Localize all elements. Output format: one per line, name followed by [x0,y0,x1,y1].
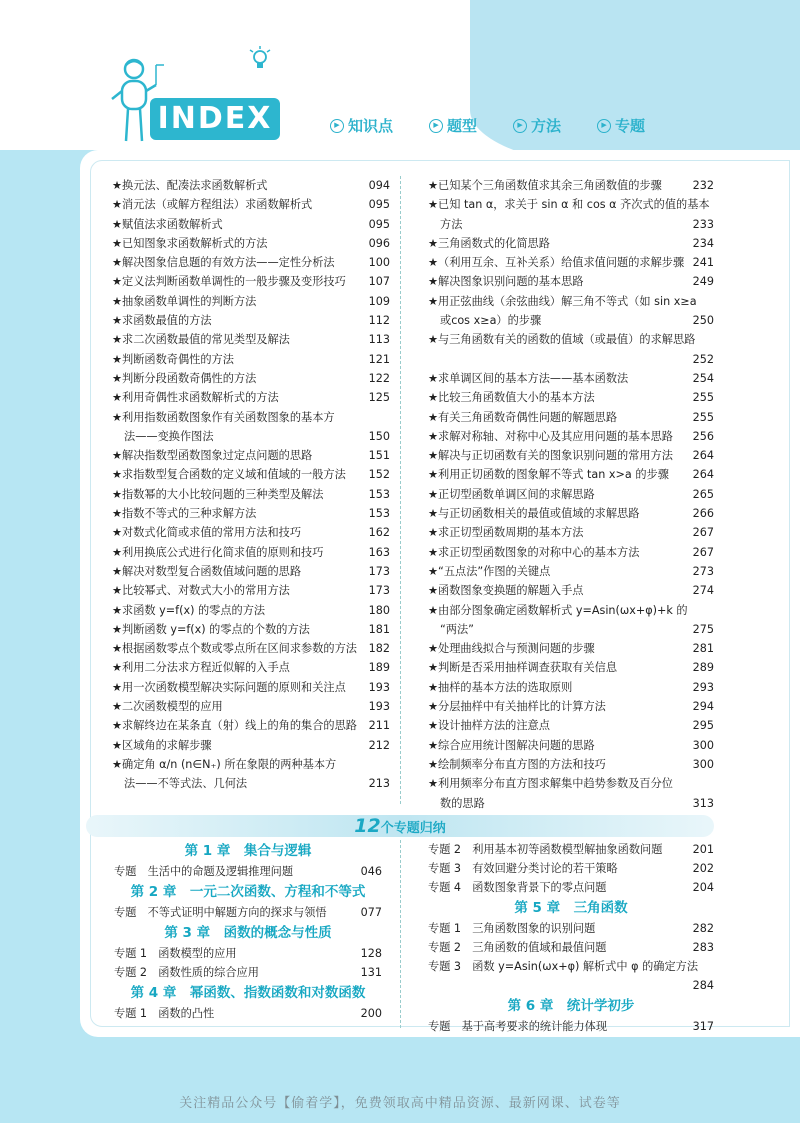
entry-title: ★用一次函数模型解决实际问题的原则和关注点 [112,680,346,694]
entry-title: ★综合应用统计图解决问题的思路 [428,738,595,752]
entry-page: 095 [368,198,390,212]
entry-title: 法——变换作图法 [124,429,214,443]
entry-page: 252 [692,352,714,366]
index-entry [112,292,390,311]
index-entry [112,465,390,484]
entry-title: ★求指数型复合函数的定义域和值域的一般方法 [112,468,346,482]
entry-page: 264 [692,468,714,482]
entry-title: ★利用指数函数图象作有关函数图象的基本方 [112,410,335,424]
topic-entry [428,840,714,859]
entry-title: “两法” [440,622,474,636]
entry-page: 232 [692,179,714,192]
entry-title: ★设计抽样方法的注意点 [428,719,550,733]
index-entry [428,330,714,349]
entry-page: 267 [692,526,714,540]
chapter-heading: 第 1 章 集合与逻辑 [184,843,312,859]
entry-page: 109 [368,294,390,308]
entry-page: 153 [368,487,390,501]
topic-entry [114,944,382,963]
entry-page: 300 [692,738,714,752]
entry-title: ★已知图象求函数解析式的方法 [112,236,268,250]
entry-title: ★由部分图象确定函数解析式 y=Asin(ωx+φ)+k 的 [428,603,688,617]
entry-title: ★解决图象信息题的有效方法——定性分析法 [112,256,335,270]
entry-page: 249 [692,275,714,289]
index-entry [112,369,390,388]
index-entry [112,581,390,600]
entry-page: 094 [368,179,390,192]
topic-entry [114,862,382,881]
entry-title: ★利用频率分布直方图求解集中趋势参数及百分位 [428,777,673,791]
entry-title: ★解决对数型复合函数值域问题的思路 [112,564,302,578]
index-entry [428,272,714,291]
index-entry [112,176,390,195]
entry-title: ★处理曲线拟合与预测问题的步骤 [428,642,595,656]
index-entry [112,504,390,523]
index-entry [112,543,390,562]
index-entry [428,543,714,562]
ribbon-number: 12 [354,815,381,837]
entry-title: ★根据函数零点个数或零点所在区间求参数的方法 [112,642,357,656]
entry-page: 152 [368,468,390,482]
entry-page: 289 [692,661,714,675]
entry-title: ★解决图象识别问题的基本思路 [428,275,584,289]
entry-title: ★绘制频率分布直方图的方法和技巧 [428,757,606,771]
entry-title: 或cos x≥a）的步骤 [440,314,542,328]
index-entry [428,388,714,407]
index-entry [112,311,390,330]
entry-title: ★与三角函数有关的函数的值域（或最值）的求解思路 [428,333,696,347]
entry-page: 250 [692,314,714,328]
chapter-heading: 第 3 章 函数的概念与性质 [164,925,332,941]
entry-page: 255 [692,410,714,424]
entry-title: 法——不等式法、几何法 [124,777,248,791]
index-badge: INDEX [150,98,280,140]
index-entry [428,794,714,813]
column-divider [400,176,401,804]
topic-title: 专题 2 利用基本初等函数模型解抽象函数问题 [428,843,663,856]
entry-page: 295 [692,719,714,733]
topics-ribbon [86,815,714,837]
play-icon: ▶ [597,119,611,133]
entry-page: 180 [368,603,390,617]
header-decoration [470,0,800,170]
index-entry [428,581,714,600]
entry-page: 313 [692,796,714,810]
index-entry [428,755,714,774]
index-entry [428,195,714,214]
index-entry [112,716,390,735]
topic-title: 专题 不等式证明中解题方向的探求与领悟 [114,906,327,919]
chapter-heading: 第 5 章 三角函数 [514,900,628,916]
index-entry [428,658,714,677]
tab-question-types [429,115,477,136]
entry-page: 256 [692,429,714,443]
entry-page: 193 [368,700,390,714]
entry-title: ★已知某个三角函数值求其余三角函数值的步骤 [428,179,662,192]
play-icon: ▶ [429,119,443,133]
topic-entry [114,903,382,922]
entry-page: 300 [692,757,714,771]
entry-page: 273 [692,564,714,578]
topics-divider [400,840,401,1028]
entry-title: ★换元法、配凑法求函数解析式 [112,179,268,192]
index-entry [428,311,714,330]
topic-page: 317 [692,1020,714,1033]
entry-title: ★比较三角函数值大小的基本方法 [428,391,595,405]
index-entry [428,774,714,793]
entry-title: ★（利用互余、互补关系）给值求值问题的求解步骤 [428,256,685,270]
index-entry [112,234,390,253]
topic-entry [428,938,714,957]
tab-topics [597,115,645,136]
index-entry [428,253,714,272]
index-entry [112,562,390,581]
entry-title: ★与正切函数相关的最值或值域的求解思路 [428,507,640,521]
entry-page: 255 [692,391,714,405]
entry-page: 265 [692,487,714,501]
entry-title: ★正切型函数单调区间的求解思路 [428,487,595,501]
index-entry [428,465,714,484]
entry-title: ★二次函数模型的应用 [112,700,223,714]
index-entry [428,292,714,311]
entry-page: 100 [368,256,390,270]
entry-title: ★比较幂式、对数式大小的常用方法 [112,584,290,598]
entry-page: 294 [692,700,714,714]
topic-entry [114,1004,382,1023]
entry-page: 113 [368,333,390,347]
topic-title: 专题 1 函数模型的应用 [114,947,237,960]
tab-label: 知识点 [348,117,394,135]
entry-title: ★求二次函数最值的常见类型及解法 [112,333,290,347]
ribbon-label: 个专题归纳 [380,821,446,836]
topic-title: 专题 2 函数性质的综合应用 [114,966,259,979]
topic-title: 专题 基于高考要求的统计能力体现 [428,1020,608,1033]
entry-title: ★抽象函数单调性的判断方法 [112,294,257,308]
entry-title: ★指数幂的大小比较问题的三种类型及解法 [112,487,324,501]
entry-title: ★赋值法求函数解析式 [112,217,223,231]
entry-page: 275 [692,622,714,636]
entry-title: ★求函数 y=f(x) 的零点的方法 [112,603,266,617]
lightbulb-icon [248,46,272,72]
index-entry [112,678,390,697]
index-entry [428,639,714,658]
index-entry [428,446,714,465]
entry-title: ★确定角 α/n (n∈N₊) 所在象限的两种基本方 [112,757,337,771]
entry-title: ★利用二分法求方程近似解的入手点 [112,661,290,675]
topic-title: 专题 生活中的命题及逻辑推理问题 [114,865,294,878]
index-entry [112,658,390,677]
entry-page: 121 [368,352,390,366]
index-entry [112,408,390,427]
entry-title: ★已知 tan α，求关于 sin α 和 cos α 齐次式的值的基本 [428,198,710,212]
index-entry [112,601,390,620]
index-entry [428,176,714,195]
entry-page: 112 [368,314,390,328]
index-entry [112,523,390,542]
topic-page: 283 [692,941,714,954]
index-entry [112,215,390,234]
entry-page: 162 [368,526,390,540]
entry-title: ★解决与正切函数有关的图象识别问题的常用方法 [428,449,673,463]
entry-page: 151 [368,449,390,463]
entry-title: 方法 [440,217,463,231]
entry-page: 150 [368,429,390,443]
topic-page: 201 [692,843,714,856]
index-entry [428,408,714,427]
entry-page: 163 [368,545,390,559]
entry-page: 153 [368,507,390,521]
entry-page: 189 [368,661,390,675]
index-entry [112,697,390,716]
index-entry [112,639,390,658]
entry-title: ★函数图象变换题的解题入手点 [428,584,584,598]
index-entry [428,620,714,639]
topic-page: 046 [360,865,382,878]
entry-title: ★利用奇偶性求函数解析式的方法 [112,391,279,405]
index-entry [112,620,390,639]
entry-title: ★指数不等式的三种求解方法 [112,507,257,521]
index-entry [428,716,714,735]
entry-title: ★抽样的基本方法的选取原则 [428,680,573,694]
index-entry [428,485,714,504]
topic-page: 204 [692,881,714,894]
index-entry [112,485,390,504]
entry-title: ★利用正切函数的图象解不等式 tan x>a 的步骤 [428,468,669,482]
index-entry [428,601,714,620]
topic-page: 128 [360,947,382,960]
entry-page: 234 [692,236,714,250]
index-entry [428,234,714,253]
topic-page: 284 [692,979,714,992]
index-entry [428,504,714,523]
index-entry [112,350,390,369]
entry-page: 281 [692,642,714,656]
entry-page: 107 [368,275,390,289]
tab-methods [513,115,561,136]
entry-title: ★求单调区间的基本方法——基本函数法 [428,371,629,385]
entry-page: 211 [368,719,390,733]
entry-page: 173 [368,564,390,578]
entry-page: 095 [368,217,390,231]
play-icon: ▶ [513,119,527,133]
entry-title: ★对数式化简或求值的常用方法和技巧 [112,526,302,540]
topic-entry [114,963,382,982]
entry-title: ★求正切型函数图象的对称中心的基本方法 [428,545,640,559]
entry-page: 266 [692,507,714,521]
topics-list-left [114,840,382,1023]
entry-title: ★判断函数 y=f(x) 的零点的个数的方法 [112,622,310,636]
entry-title: ★判断函数奇偶性的方法 [112,352,234,366]
entry-title: ★定义法判断函数单调性的一般步骤及变形技巧 [112,275,346,289]
topic-page: 202 [692,862,714,875]
entry-title: ★分层抽样中有关抽样比的计算方法 [428,700,606,714]
index-entry [112,755,390,774]
tab-knowledge [330,115,393,136]
index-entry [428,697,714,716]
entry-page: 213 [368,777,390,791]
play-icon: ▶ [330,119,344,133]
entry-title: ★有关三角函数奇偶性问题的解题思路 [428,410,618,424]
topic-page: 077 [360,906,382,919]
index-entry [428,523,714,542]
topic-entry [428,1017,714,1036]
index-entry [112,736,390,755]
topic-title: 专题 3 有效回避分类讨论的若干策略 [428,862,618,875]
topic-title: 专题 3 函数 y=Asin(ωx+φ) 解析式中 φ 的确定方法 [428,960,699,973]
entry-page: 122 [368,371,390,385]
index-entry [112,253,390,272]
topic-title: 专题 2 三角函数的值域和最值问题 [428,941,607,954]
index-entry [428,369,714,388]
entry-page: 181 [368,622,390,636]
tab-label: 方法 [531,117,562,135]
entry-page: 096 [368,236,390,250]
index-entry [428,350,714,369]
index-entry [112,195,390,214]
entry-page: 233 [692,217,714,231]
topic-title: 专题 1 三角函数图象的识别问题 [428,922,596,935]
topic-page: 131 [360,966,382,979]
entry-page: 241 [692,256,714,270]
index-entry [428,678,714,697]
index-entry [112,272,390,291]
entry-page: 125 [368,391,390,405]
entry-page: 182 [368,642,390,656]
index-entry [428,736,714,755]
footer-note: 关注精品公众号【偷着学】，免费领取高中精品资源、最新网课、试卷等 [179,1096,621,1111]
entry-page: 274 [692,584,714,598]
entry-page: 264 [692,449,714,463]
topic-page: 282 [692,922,714,935]
topics-list-right [428,840,714,1036]
topic-entry [428,859,714,878]
tab-label: 题型 [447,117,478,135]
topic-title: 专题 1 函数的凸性 [114,1007,215,1020]
header-tabs [330,115,645,136]
entry-title: ★三角函数式的化简思路 [428,236,550,250]
entry-title: ★“五点法”作图的关键点 [428,564,551,578]
tab-label: 专题 [615,117,646,135]
method-list-right [428,176,714,813]
entry-page: 267 [692,545,714,559]
entry-page: 212 [368,738,390,752]
entry-title: ★用正弦曲线（余弦曲线）解三角不等式（如 sin x≥a [428,294,697,308]
index-entry [112,388,390,407]
index-entry [428,427,714,446]
entry-page: 293 [692,680,714,694]
entry-title: ★判断是否采用抽样调查获取有关信息 [428,661,618,675]
entry-title: ★判断分段函数奇偶性的方法 [112,371,257,385]
entry-title: ★求函数最值的方法 [112,314,212,328]
index-entry [112,446,390,465]
entry-title: ★求解对称轴、对称中心及其应用问题的基本思路 [428,429,673,443]
entry-page: 193 [368,680,390,694]
chapter-heading: 第 6 章 统计学初步 [507,998,635,1014]
entry-title: ★消元法（或解方程组法）求函数解析式 [112,198,313,212]
topic-entry [428,957,714,976]
index-entry [112,427,390,446]
topic-title: 专题 4 函数图象背景下的零点问题 [428,881,607,894]
index-entry [112,330,390,349]
topic-page: 200 [360,1007,382,1020]
index-entry [428,562,714,581]
entry-page: 173 [368,584,390,598]
entry-title: ★解决指数型函数图象过定点问题的思路 [112,449,313,463]
method-list-left [112,176,390,794]
topic-entry [428,878,714,897]
topic-entry [428,976,714,995]
chapter-heading: 第 2 章 一元二次函数、方程和不等式 [130,884,366,900]
index-entry [428,215,714,234]
entry-title: ★区域角的求解步骤 [112,738,212,752]
index-entry [112,774,390,793]
entry-page: 254 [692,371,714,385]
entry-title: 数的思路 [440,796,485,810]
entry-title: ★求解终边在某条直（射）线上的角的集合的思路 [112,719,357,733]
entry-title: ★利用换底公式进行化简求值的原则和技巧 [112,545,324,559]
entry-title: ★求正切型函数周期的基本方法 [428,526,584,540]
chapter-heading: 第 4 章 幂函数、指数函数和对数函数 [130,985,366,1001]
topic-entry [428,919,714,938]
